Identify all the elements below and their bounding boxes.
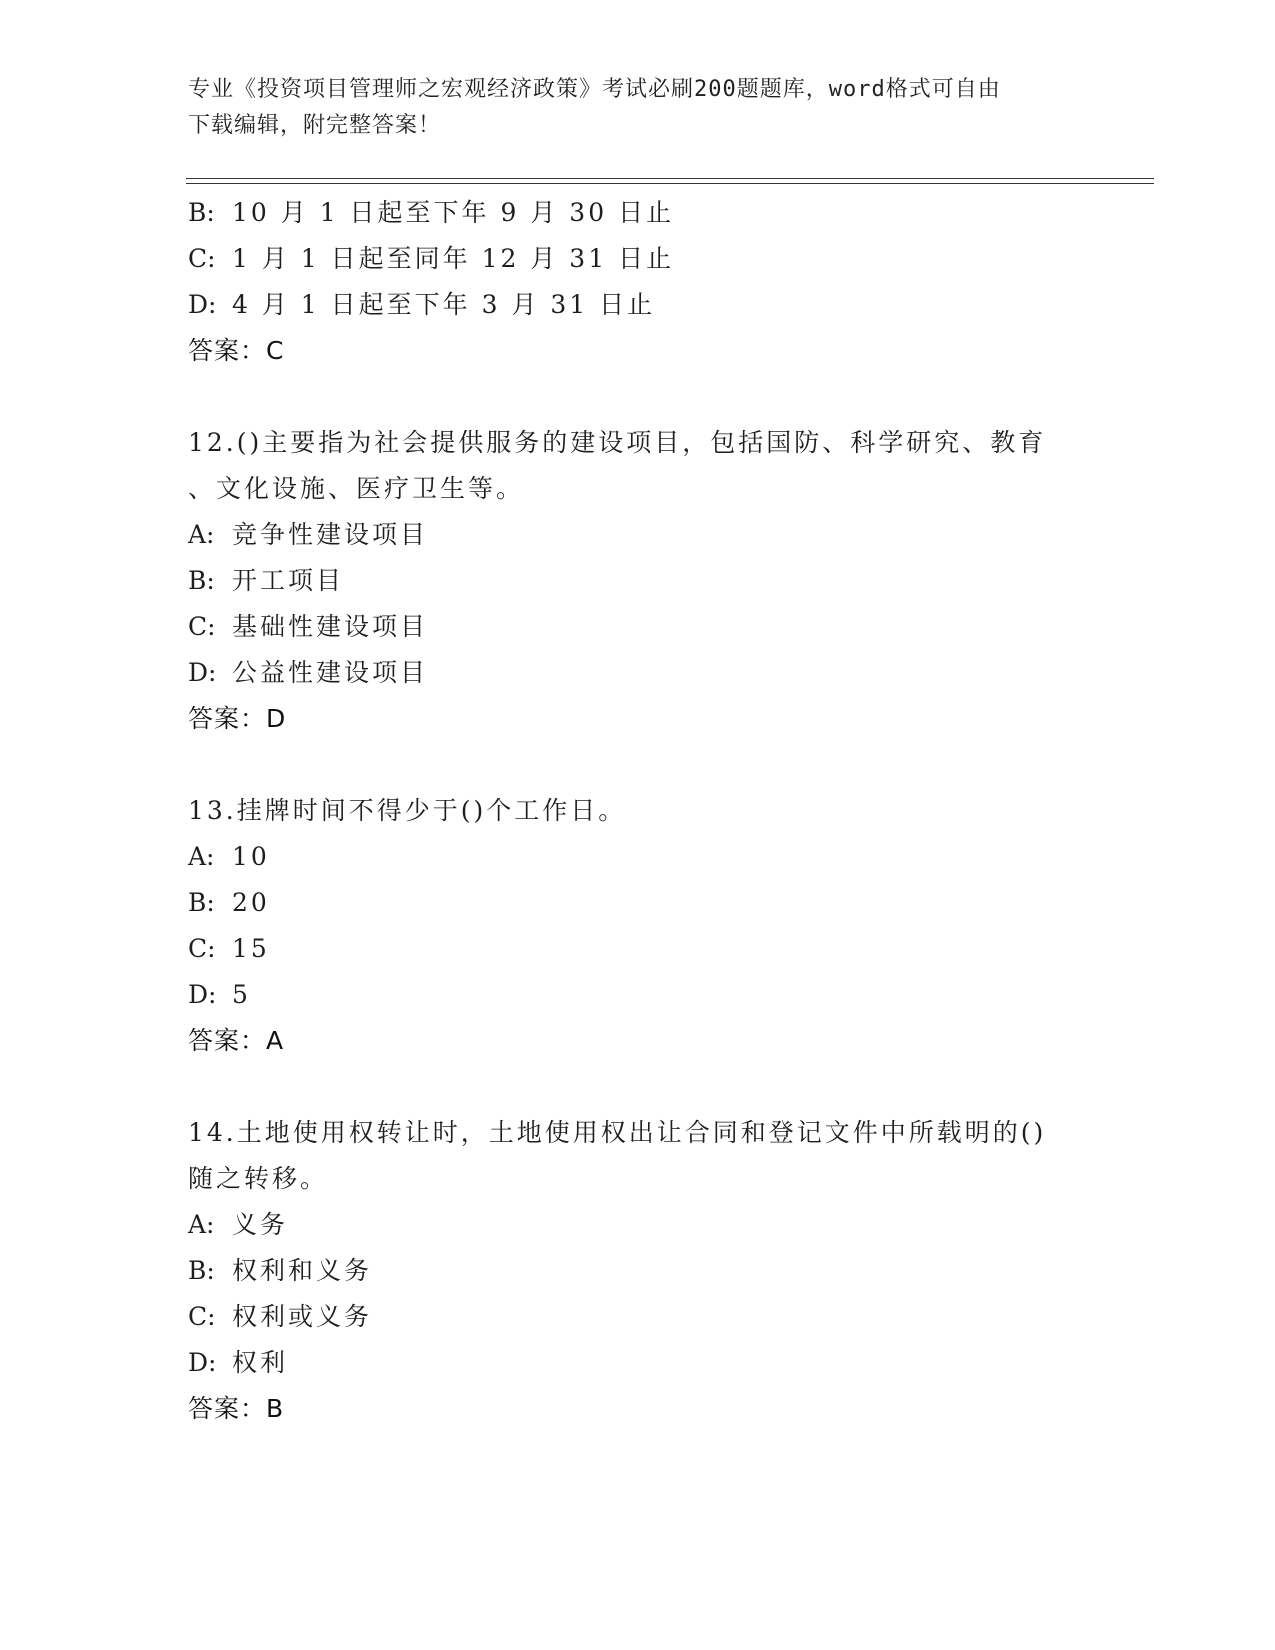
- spacer: [188, 742, 1088, 788]
- question-stem-line-2: 、文化设施、医疗卫生等。: [188, 474, 525, 503]
- option-text: 4 月 1 日起至下年 3 月 31 日止: [232, 290, 656, 319]
- answer-line: 答案：A: [188, 1026, 285, 1055]
- header-title-line-1: 专业《投资项目管理师之宏观经济政策》考试必刷200题题库，word格式可自由: [188, 77, 1001, 102]
- document-header: [188, 72, 1088, 144]
- option-label: D:: [188, 1348, 217, 1377]
- option-text: 1 月 1 日起至同年 12 月 31 日止: [232, 244, 675, 273]
- spacer: [188, 374, 1088, 420]
- option-a: [188, 834, 1088, 880]
- option-a: [188, 512, 1088, 558]
- option-text: 开工项目: [232, 566, 345, 595]
- option-label: C:: [188, 612, 216, 641]
- option-label: C:: [188, 934, 216, 963]
- option-c: [188, 604, 1088, 650]
- option-text: 10: [232, 842, 270, 871]
- question-stem-line-2: 随之转移。: [188, 1164, 329, 1193]
- option-label: B:: [188, 888, 215, 917]
- option-label: A:: [188, 1210, 215, 1239]
- option-label: D:: [188, 290, 217, 319]
- option-label: C:: [188, 244, 216, 273]
- option-text: 义务: [232, 1210, 289, 1239]
- option-text: 5: [232, 980, 251, 1009]
- question-stem-line-1: 13.挂牌时间不得少于()个工作日。: [188, 796, 627, 825]
- option-text: 10 月 1 日起至下年 9 月 30 日止: [232, 198, 675, 227]
- answer-line: 答案：B: [188, 1394, 285, 1423]
- header-title-line-2: 下载编辑，附完整答案！: [188, 113, 442, 138]
- option-label: B:: [188, 566, 215, 595]
- option-text: 20: [232, 888, 270, 917]
- option-c: [188, 1294, 1088, 1340]
- option-d: [188, 972, 1088, 1018]
- option-text: 权利: [232, 1348, 289, 1377]
- question-block-14: [188, 1110, 1088, 1432]
- option-label: D:: [188, 980, 217, 1009]
- option-b: [188, 880, 1088, 926]
- option-a: [188, 1202, 1088, 1248]
- option-text: 15: [232, 934, 270, 963]
- option-text: 权利和义务: [232, 1256, 373, 1285]
- spacer: [188, 1064, 1088, 1110]
- option-text: 权利或义务: [232, 1302, 373, 1331]
- option-d: [188, 282, 1088, 328]
- question-stem-line-1: 14.土地使用权转让时，土地使用权出让合同和登记文件中所载明的(): [188, 1118, 1047, 1147]
- option-label: A:: [188, 842, 215, 871]
- option-c: [188, 926, 1088, 972]
- option-label: C:: [188, 1302, 216, 1331]
- question-block-continued: [188, 190, 1088, 374]
- option-label: A:: [188, 520, 215, 549]
- option-d: [188, 1340, 1088, 1386]
- option-label: B:: [188, 1256, 215, 1285]
- option-c: [188, 236, 1088, 282]
- question-block-12: [188, 420, 1088, 742]
- question-stem-line-1: 12.()主要指为社会提供服务的建设项目，包括国防、科学研究、教育: [188, 428, 1047, 457]
- header-rule-top: [186, 178, 1154, 179]
- answer-line: 答案：C: [188, 336, 285, 365]
- answer-line: 答案：D: [188, 704, 287, 733]
- option-b: [188, 558, 1088, 604]
- option-label: D:: [188, 658, 217, 687]
- option-b: [188, 190, 1088, 236]
- option-b: [188, 1248, 1088, 1294]
- option-label: B:: [188, 198, 215, 227]
- option-text: 基础性建设项目: [232, 612, 429, 641]
- header-rule-bottom: [186, 183, 1154, 184]
- option-text: 竞争性建设项目: [232, 520, 429, 549]
- question-block-13: [188, 788, 1088, 1064]
- option-d: [188, 650, 1088, 696]
- option-text: 公益性建设项目: [232, 658, 429, 687]
- question-content: [188, 190, 1088, 1432]
